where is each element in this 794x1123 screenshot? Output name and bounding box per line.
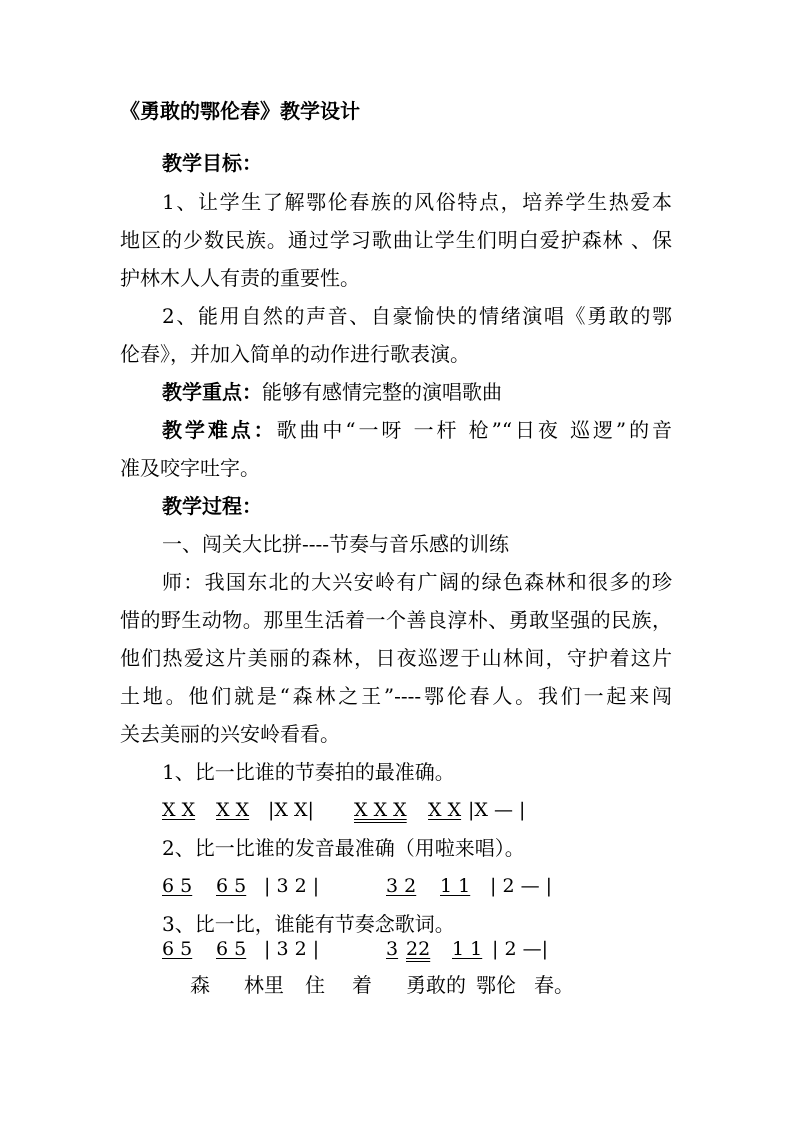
key-point-text: 能够有感情完整的演唱歌曲 xyxy=(262,380,502,404)
teacher-line-5: 关去美丽的兴安岭看看。 xyxy=(120,722,340,746)
notation-group: X X xyxy=(428,799,462,821)
difficulty-label: 教学难点： xyxy=(162,418,277,442)
teacher-line-4: 土地。他们就是“森林之王”----鄂伦春人。我们一起来闯 xyxy=(120,684,672,708)
notation-group: 1 1 xyxy=(440,875,471,897)
notation-group: X X X xyxy=(354,799,407,821)
notation-group: |X X| xyxy=(268,799,314,821)
difficulty-row xyxy=(162,417,672,443)
goals-line-4: 2、能用自然的声音、自豪愉快的情绪演唱《勇敢的鄂 xyxy=(162,304,672,328)
process-heading: 教学过程： xyxy=(162,494,262,518)
lyric-word: 森 xyxy=(190,973,210,997)
notation-group: |X — | xyxy=(468,799,526,821)
teacher-line-2: 惜的野生动物。那里生活着一个善良淳朴、勇敢坚强的民族， xyxy=(120,608,672,632)
document-title: 《勇敢的鄂伦春》教学设计 xyxy=(120,99,360,123)
notation-group: X X xyxy=(162,799,196,821)
notation-group: | 2 —| xyxy=(492,938,548,960)
difficulty-line-2: 准及咬字吐字。 xyxy=(120,456,260,480)
lyric-word: 住 xyxy=(305,973,325,997)
notation-group: 6 5 xyxy=(162,875,193,897)
notation-group: X X xyxy=(216,799,250,821)
exercise-1-label: 1、比一比谁的节奏拍的最准确。 xyxy=(162,760,455,784)
teacher-line-1: 师：我国东北的大兴安岭有广阔的绿色森林和很多的珍 xyxy=(162,570,672,594)
notation-group: 6 5 xyxy=(216,875,247,897)
notation-group: | 2 — | xyxy=(490,875,553,897)
lyric-word: 春。 xyxy=(534,973,574,997)
goals-line-3: 护林木人人有责的重要性。 xyxy=(120,266,360,290)
notation-group: 3 xyxy=(386,938,399,960)
goals-heading: 教学目标： xyxy=(162,151,262,175)
lyric-word: 勇敢的 xyxy=(406,973,466,997)
difficulty-text: 歌曲中“一呀 一杆 枪”“日夜 巡逻”的音 xyxy=(276,418,672,442)
exercise-2-label: 2、比一比谁的发音最准确（用啦来唱）。 xyxy=(162,836,525,860)
teacher-line-3: 他们热爱这片美丽的森林，日夜巡逻于山林间，守护着这片 xyxy=(120,646,672,670)
key-point-row xyxy=(162,379,502,405)
notation-group: | 3 2 | xyxy=(264,875,320,897)
goals-line-2: 地区的少数民族。通过学习歌曲让学生们明白爱护森林 、保 xyxy=(120,228,672,252)
notation-group: | 3 2 | xyxy=(264,938,320,960)
goals-line-1: 1、让学生了解鄂伦春族的风俗特点，培养学生热爱本 xyxy=(162,190,672,214)
lyric-word: 林里 xyxy=(244,973,284,997)
exercise-3-label: 3、比一比，谁能有节奏念歌词。 xyxy=(162,912,455,936)
goals-line-5: 伦春》，并加入简单的动作进行歌表演。 xyxy=(120,342,470,366)
lyric-word: 鄂伦 xyxy=(476,973,516,997)
notation-group: 3 2 xyxy=(386,875,417,897)
key-point-label: 教学重点： xyxy=(162,380,262,404)
notation-group: 22 xyxy=(406,938,431,960)
notation-group: 6 5 xyxy=(216,938,247,960)
lyric-word: 着 xyxy=(352,973,372,997)
notation-group: 6 5 xyxy=(162,938,193,960)
notation-group: 1 1 xyxy=(452,938,483,960)
section-1-heading: 一、闯关大比拼----节奏与音乐感的训练 xyxy=(162,532,510,556)
